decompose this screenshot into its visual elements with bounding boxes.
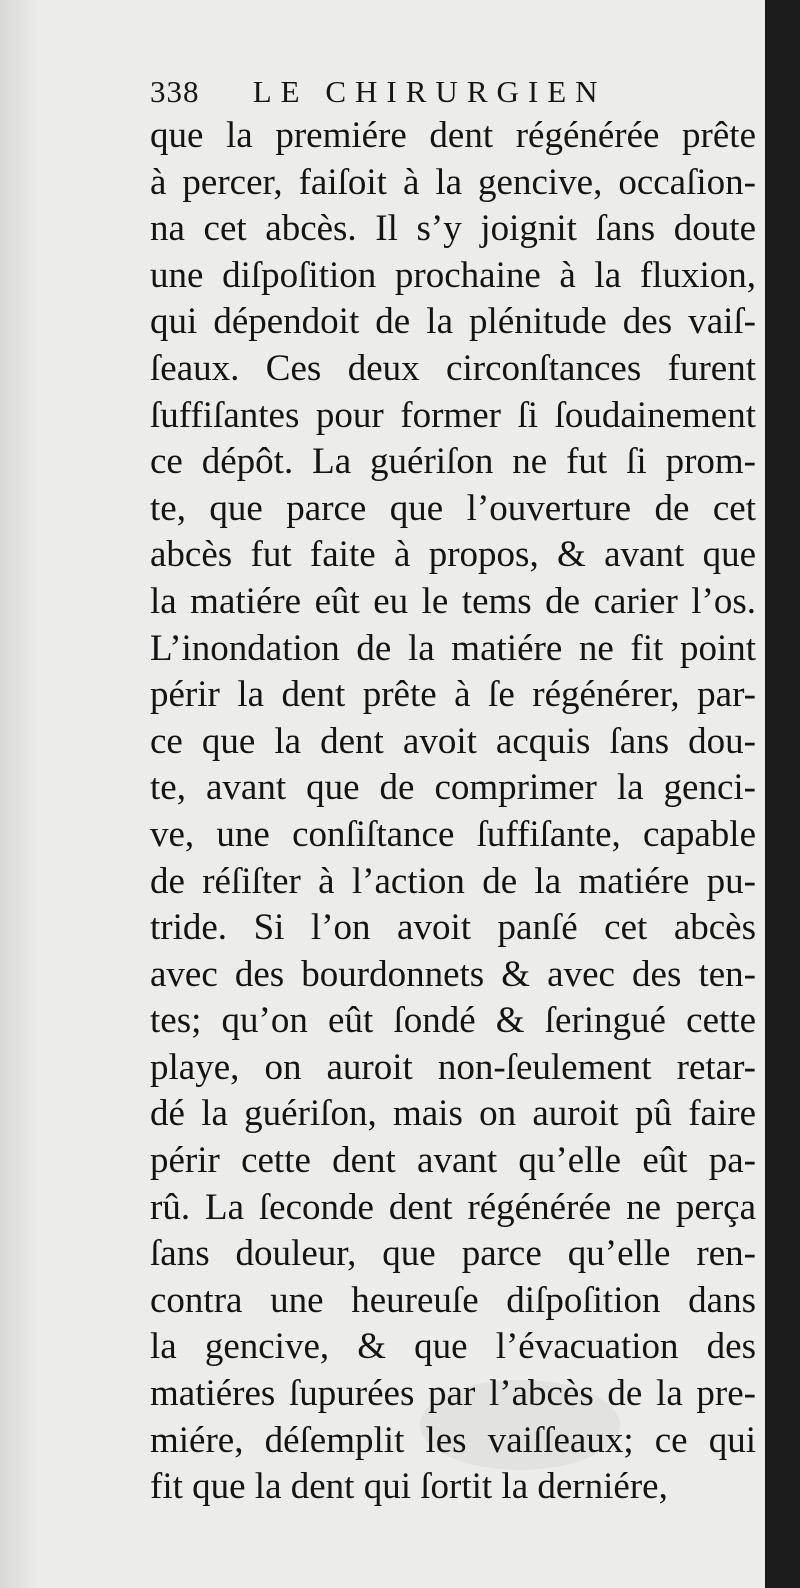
text-line: L’inondation de la matiére ne fit point — [150, 627, 756, 669]
text-line: te, que parce que l’ouverture de cet — [150, 487, 756, 529]
text-line: contra une heureuſe diſpoſition dans — [150, 1279, 756, 1321]
text-line: avec des bourdonnets & avec des ten- — [150, 953, 756, 995]
text-line: ſans douleur, que parce qu’elle ren- — [150, 1233, 756, 1275]
text-line: ve, une conſiſtance ſuffiſante, capable — [150, 813, 756, 855]
text-line: dé la guériſon, mais on auroit pû faire — [150, 1093, 756, 1135]
text-line: fit que la dent qui ſortit la derniére, — [150, 1466, 668, 1508]
text-line: la gencive, & que l’évacuation des — [150, 1326, 756, 1368]
text-line: qui dépendoit de la plénitude des vaiſ- — [150, 301, 756, 343]
text-line: la matiére eût eu le tems de carier l’os. — [150, 580, 756, 622]
text-line: na cet abcès. Il s’y joignit ſans doute — [150, 208, 756, 250]
text-line: te, avant que de comprimer la genci- — [150, 767, 756, 809]
text-line: miére, déſemplit les vaiſſeaux; ce qui — [150, 1419, 756, 1461]
page-gutter-shadow — [0, 0, 40, 1588]
text-line: abcès fut faite à propos, & avant que — [150, 534, 756, 576]
text-line: périr cette dent avant qu’elle eût pa- — [150, 1140, 756, 1182]
text-line: rû. La ſeconde dent régénérée ne perça — [150, 1186, 756, 1228]
text-line: ſuffiſantes pour former ſi ſoudainement — [150, 394, 756, 436]
text-line: ce dépôt. La guériſon ne fut ſi prom- — [150, 441, 756, 483]
text-line: une diſpoſition prochaine à la fluxion, — [150, 254, 756, 296]
page-header — [150, 70, 750, 114]
text-line: à percer, faiſoit à la gencive, occaſion- — [150, 161, 756, 203]
body-text — [150, 113, 756, 1511]
text-line: que la premiére dent régénérée prête — [150, 115, 756, 156]
text-line: périr la dent prête à ſe régénérer, par- — [150, 674, 756, 716]
page-number: 338 — [150, 74, 200, 109]
running-head: LE CHIRURGIEN — [252, 74, 607, 109]
scan-border — [765, 0, 800, 1588]
text-line: matiéres ſupurées par l’abcès de la pre- — [150, 1373, 756, 1415]
text-line: tes; qu’on eût ſondé & ſeringué cette — [150, 1000, 756, 1042]
text-line: tride. Si l’on avoit panſé cet abcès — [150, 907, 756, 949]
text-line: ce que la dent avoit acquis ſans dou- — [150, 720, 756, 762]
text-line: ſeaux. Ces deux circonſtances furent — [150, 347, 756, 389]
text-line: playe, on auroit non-ſeulement retar- — [150, 1046, 756, 1088]
text-line: de réſiſter à l’action de la matiére pu- — [150, 860, 756, 902]
